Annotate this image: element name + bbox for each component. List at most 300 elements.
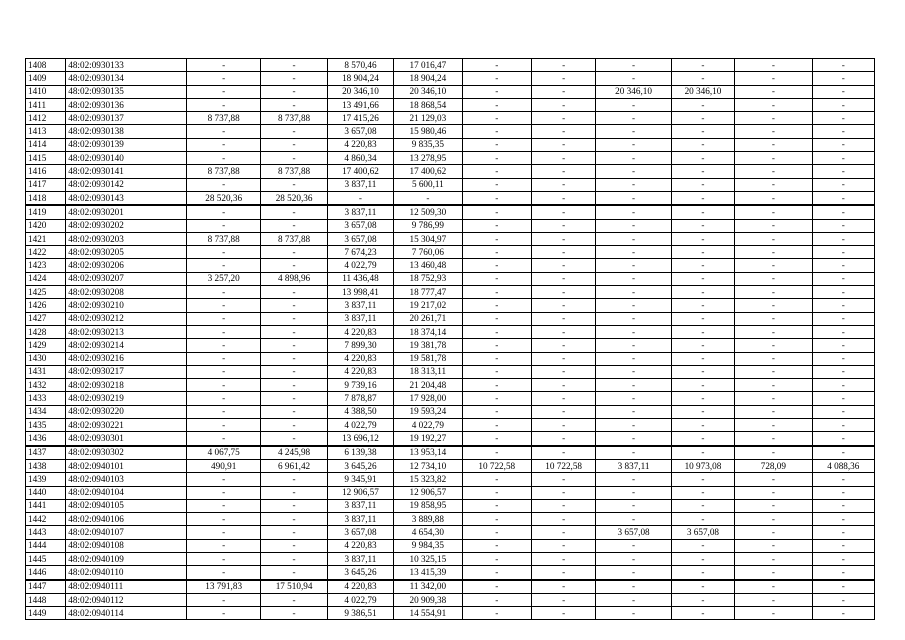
table-row: [26, 607, 875, 620]
value-cell: -: [462, 379, 531, 392]
value-cell: -: [186, 432, 260, 446]
value-cell: -: [531, 246, 595, 259]
value-cell: -: [671, 312, 734, 325]
table-row: [26, 112, 875, 125]
table-row: [26, 526, 875, 539]
value-cell: -: [261, 499, 327, 512]
value-cell: -: [735, 125, 812, 138]
value-cell: -: [186, 339, 260, 352]
value-cell: -: [735, 312, 812, 325]
table-row: [26, 379, 875, 392]
value-cell: -: [671, 191, 734, 205]
value-cell: 28 520,36: [261, 191, 327, 205]
value-cell: -: [531, 526, 595, 539]
value-cell: 20 346,10: [327, 85, 393, 98]
value-cell: 4 088,36: [812, 459, 874, 472]
value-cell: -: [531, 499, 595, 512]
row-number-cell: 1447: [26, 580, 66, 594]
value-cell: -: [186, 526, 260, 539]
value-cell: -: [812, 165, 874, 178]
row-number-cell: 1417: [26, 178, 66, 191]
value-cell: -: [735, 191, 812, 205]
value-cell: -: [812, 580, 874, 594]
row-number-cell: 1449: [26, 607, 66, 620]
value-cell: 15 323,82: [394, 473, 462, 486]
value-cell: -: [261, 246, 327, 259]
cadastral-number-cell: 48:02:0930205: [66, 246, 187, 259]
value-cell: 4 654,30: [394, 526, 462, 539]
value-cell: -: [596, 246, 671, 259]
value-cell: 13 460,48: [394, 259, 462, 272]
value-cell: -: [812, 85, 874, 98]
value-cell: -: [186, 419, 260, 432]
row-number-cell: 1431: [26, 365, 66, 378]
value-cell: -: [327, 191, 393, 205]
value-cell: 13 953,14: [394, 446, 462, 460]
value-cell: -: [596, 580, 671, 594]
value-cell: -: [261, 59, 327, 72]
value-cell: -: [261, 552, 327, 565]
value-cell: -: [596, 205, 671, 219]
value-cell: 17 400,62: [394, 165, 462, 178]
value-cell: 3 837,11: [327, 513, 393, 526]
value-cell: -: [186, 552, 260, 565]
cadastral-number-cell: 48:02:0930207: [66, 272, 187, 285]
value-cell: -: [812, 152, 874, 165]
value-cell: -: [671, 325, 734, 338]
value-cell: -: [462, 580, 531, 594]
value-cell: -: [462, 178, 531, 191]
value-cell: 10 325,15: [394, 552, 462, 565]
value-cell: 3 837,11: [596, 459, 671, 472]
value-cell: -: [261, 205, 327, 219]
cadastral-number-cell: 48:02:0930301: [66, 432, 187, 446]
value-cell: -: [186, 593, 260, 606]
value-cell: 3 837,11: [327, 552, 393, 565]
table-row: [26, 432, 875, 446]
cadastral-number-cell: 48:02:0930212: [66, 312, 187, 325]
value-cell: 13 998,41: [327, 286, 393, 299]
table-row: [26, 419, 875, 432]
value-cell: -: [812, 191, 874, 205]
value-cell: -: [671, 607, 734, 620]
value-cell: -: [735, 59, 812, 72]
table-row: [26, 499, 875, 512]
value-cell: -: [671, 419, 734, 432]
table-row: [26, 191, 875, 205]
row-number-cell: 1426: [26, 299, 66, 312]
value-cell: -: [186, 85, 260, 98]
value-cell: 21 129,03: [394, 112, 462, 125]
value-cell: 18 374,14: [394, 325, 462, 338]
value-cell: -: [812, 72, 874, 85]
value-cell: -: [462, 486, 531, 499]
value-cell: -: [596, 191, 671, 205]
value-cell: -: [735, 405, 812, 418]
value-cell: 9 984,35: [394, 539, 462, 552]
value-cell: 20 346,10: [394, 85, 462, 98]
value-cell: -: [531, 325, 595, 338]
value-cell: -: [186, 246, 260, 259]
value-cell: -: [261, 526, 327, 539]
row-number-cell: 1411: [26, 98, 66, 111]
value-cell: -: [261, 299, 327, 312]
value-cell: -: [462, 72, 531, 85]
table-row: [26, 259, 875, 272]
value-cell: -: [671, 392, 734, 405]
value-cell: -: [186, 72, 260, 85]
value-cell: -: [186, 219, 260, 232]
value-cell: -: [596, 539, 671, 552]
value-cell: -: [812, 539, 874, 552]
value-cell: -: [462, 272, 531, 285]
row-number-cell: 1421: [26, 232, 66, 245]
value-cell: 5 600,11: [394, 178, 462, 191]
cadastral-number-cell: 48:02:0930216: [66, 352, 187, 365]
value-cell: -: [462, 299, 531, 312]
row-number-cell: 1434: [26, 405, 66, 418]
value-cell: -: [186, 365, 260, 378]
value-cell: 11 342,00: [394, 580, 462, 594]
value-cell: -: [596, 138, 671, 151]
value-cell: -: [394, 191, 462, 205]
value-cell: -: [671, 446, 734, 460]
value-cell: -: [671, 365, 734, 378]
value-cell: -: [671, 539, 734, 552]
value-cell: -: [735, 419, 812, 432]
value-cell: 8 737,88: [261, 165, 327, 178]
row-number-cell: 1415: [26, 152, 66, 165]
value-cell: -: [812, 138, 874, 151]
value-cell: -: [671, 299, 734, 312]
cadastral-number-cell: 48:02:0930135: [66, 85, 187, 98]
value-cell: 13 791,83: [186, 580, 260, 594]
value-cell: -: [186, 299, 260, 312]
value-cell: 8 570,46: [327, 59, 393, 72]
value-cell: 4 022,79: [327, 259, 393, 272]
value-cell: -: [812, 112, 874, 125]
value-cell: 7 674,23: [327, 246, 393, 259]
value-cell: -: [735, 339, 812, 352]
value-cell: 3 837,11: [327, 205, 393, 219]
value-cell: -: [531, 152, 595, 165]
value-cell: 13 415,39: [394, 566, 462, 580]
value-cell: -: [671, 246, 734, 259]
value-cell: 8 737,88: [186, 165, 260, 178]
row-number-cell: 1416: [26, 165, 66, 178]
row-number-cell: 1448: [26, 593, 66, 606]
value-cell: -: [462, 286, 531, 299]
value-cell: 20 909,38: [394, 593, 462, 606]
table-row: [26, 486, 875, 499]
value-cell: -: [596, 486, 671, 499]
value-cell: -: [596, 165, 671, 178]
value-cell: -: [596, 299, 671, 312]
value-cell: -: [671, 178, 734, 191]
table-row: [26, 352, 875, 365]
value-cell: 4 220,83: [327, 539, 393, 552]
value-cell: -: [671, 138, 734, 151]
value-cell: -: [462, 539, 531, 552]
table-row: [26, 85, 875, 98]
value-cell: 9 386,51: [327, 607, 393, 620]
value-cell: -: [671, 593, 734, 606]
cadastral-number-cell: 48:02:0930214: [66, 339, 187, 352]
value-cell: 19 192,27: [394, 432, 462, 446]
value-cell: -: [261, 98, 327, 111]
value-cell: -: [261, 486, 327, 499]
value-cell: -: [462, 552, 531, 565]
value-cell: 3 657,08: [327, 125, 393, 138]
value-cell: -: [812, 312, 874, 325]
value-cell: -: [186, 325, 260, 338]
table-row: [26, 59, 875, 72]
row-number-cell: 1428: [26, 325, 66, 338]
value-cell: -: [812, 405, 874, 418]
value-cell: -: [596, 312, 671, 325]
table-row: [26, 405, 875, 418]
cadastral-number-cell: 48:02:0940114: [66, 607, 187, 620]
value-cell: -: [671, 352, 734, 365]
value-cell: -: [671, 125, 734, 138]
value-cell: -: [462, 259, 531, 272]
value-cell: -: [531, 72, 595, 85]
value-cell: -: [531, 607, 595, 620]
value-cell: -: [596, 607, 671, 620]
table-row: [26, 566, 875, 580]
value-cell: -: [531, 365, 595, 378]
value-cell: 18 777,47: [394, 286, 462, 299]
value-cell: -: [596, 152, 671, 165]
value-cell: 9 786,99: [394, 219, 462, 232]
value-cell: -: [531, 272, 595, 285]
value-cell: -: [261, 352, 327, 365]
value-cell: -: [462, 499, 531, 512]
value-cell: -: [462, 246, 531, 259]
table-row: [26, 246, 875, 259]
value-cell: -: [596, 232, 671, 245]
value-cell: -: [735, 392, 812, 405]
value-cell: -: [261, 607, 327, 620]
value-cell: -: [261, 152, 327, 165]
value-cell: 19 217,02: [394, 299, 462, 312]
value-cell: -: [735, 580, 812, 594]
cadastral-number-cell: 48:02:0940107: [66, 526, 187, 539]
value-cell: 15 980,46: [394, 125, 462, 138]
value-cell: 10 722,58: [531, 459, 595, 472]
value-cell: -: [812, 325, 874, 338]
value-cell: -: [462, 125, 531, 138]
row-number-cell: 1409: [26, 72, 66, 85]
value-cell: -: [596, 59, 671, 72]
value-cell: -: [186, 566, 260, 580]
value-cell: -: [462, 339, 531, 352]
value-cell: 4 245,98: [261, 446, 327, 460]
value-cell: -: [671, 165, 734, 178]
value-cell: -: [735, 526, 812, 539]
value-cell: -: [462, 566, 531, 580]
value-cell: -: [531, 419, 595, 432]
table-body: [26, 59, 875, 620]
value-cell: -: [462, 152, 531, 165]
table-row: [26, 205, 875, 219]
row-number-cell: 1432: [26, 379, 66, 392]
value-cell: -: [596, 219, 671, 232]
table-row: [26, 178, 875, 191]
value-cell: -: [671, 205, 734, 219]
value-cell: 10 722,58: [462, 459, 531, 472]
value-cell: -: [186, 59, 260, 72]
value-cell: -: [812, 486, 874, 499]
value-cell: -: [735, 152, 812, 165]
row-number-cell: 1410: [26, 85, 66, 98]
value-cell: -: [671, 152, 734, 165]
value-cell: -: [186, 405, 260, 418]
value-cell: -: [462, 112, 531, 125]
value-cell: -: [261, 72, 327, 85]
value-cell: -: [596, 272, 671, 285]
value-cell: -: [462, 526, 531, 539]
value-cell: -: [186, 125, 260, 138]
table-row: [26, 219, 875, 232]
value-cell: 8 737,88: [261, 232, 327, 245]
value-cell: 6 961,42: [261, 459, 327, 472]
value-cell: -: [462, 432, 531, 446]
value-cell: -: [531, 178, 595, 191]
value-cell: -: [812, 566, 874, 580]
value-cell: -: [812, 499, 874, 512]
cadastral-number-cell: 48:02:0930221: [66, 419, 187, 432]
value-cell: -: [261, 365, 327, 378]
cadastral-number-cell: 48:02:0930213: [66, 325, 187, 338]
value-cell: 4 220,83: [327, 580, 393, 594]
row-number-cell: 1435: [26, 419, 66, 432]
value-cell: -: [671, 499, 734, 512]
table-row: [26, 232, 875, 245]
value-cell: -: [812, 339, 874, 352]
value-cell: 3 645,26: [327, 459, 393, 472]
value-cell: 19 593,24: [394, 405, 462, 418]
value-cell: 18 313,11: [394, 365, 462, 378]
value-cell: -: [735, 246, 812, 259]
value-cell: -: [531, 392, 595, 405]
table-row: [26, 312, 875, 325]
value-cell: -: [531, 138, 595, 151]
value-cell: -: [735, 379, 812, 392]
value-cell: 18 868,54: [394, 98, 462, 111]
value-cell: -: [671, 339, 734, 352]
value-cell: 9 739,16: [327, 379, 393, 392]
value-cell: 7 760,06: [394, 246, 462, 259]
value-cell: -: [261, 593, 327, 606]
value-cell: -: [735, 138, 812, 151]
value-cell: -: [735, 499, 812, 512]
value-cell: -: [531, 205, 595, 219]
cadastral-number-cell: 48:02:0930142: [66, 178, 187, 191]
value-cell: -: [531, 552, 595, 565]
value-cell: -: [462, 165, 531, 178]
value-cell: 17 510,94: [261, 580, 327, 594]
value-cell: 7 878,87: [327, 392, 393, 405]
value-cell: -: [812, 178, 874, 191]
value-cell: -: [531, 165, 595, 178]
value-cell: -: [261, 392, 327, 405]
value-cell: -: [596, 593, 671, 606]
value-cell: -: [812, 446, 874, 460]
value-cell: -: [671, 272, 734, 285]
value-cell: -: [462, 325, 531, 338]
value-cell: 17 415,26: [327, 112, 393, 125]
value-cell: -: [531, 312, 595, 325]
value-cell: -: [735, 272, 812, 285]
value-cell: -: [812, 419, 874, 432]
value-cell: 21 204,48: [394, 379, 462, 392]
value-cell: -: [462, 85, 531, 98]
value-cell: -: [671, 259, 734, 272]
value-cell: 4 220,83: [327, 352, 393, 365]
value-cell: 3 645,26: [327, 566, 393, 580]
value-cell: -: [812, 552, 874, 565]
row-number-cell: 1429: [26, 339, 66, 352]
value-cell: -: [735, 178, 812, 191]
value-cell: -: [261, 85, 327, 98]
value-cell: -: [531, 513, 595, 526]
value-cell: -: [671, 72, 734, 85]
value-cell: 13 278,95: [394, 152, 462, 165]
value-cell: -: [186, 352, 260, 365]
table-row: [26, 513, 875, 526]
table-row: [26, 552, 875, 565]
value-cell: -: [261, 286, 327, 299]
value-cell: -: [462, 138, 531, 151]
value-cell: -: [735, 299, 812, 312]
cadastral-number-cell: 48:02:0930302: [66, 446, 187, 460]
value-cell: -: [735, 259, 812, 272]
row-number-cell: 1425: [26, 286, 66, 299]
value-cell: -: [261, 539, 327, 552]
value-cell: -: [261, 419, 327, 432]
cadastral-number-cell: 48:02:0930219: [66, 392, 187, 405]
value-cell: 9 345,91: [327, 473, 393, 486]
value-cell: -: [671, 379, 734, 392]
value-cell: -: [596, 325, 671, 338]
cadastral-number-cell: 48:02:0940106: [66, 513, 187, 526]
value-cell: 12 509,30: [394, 205, 462, 219]
table-row: [26, 98, 875, 111]
value-cell: 3 257,20: [186, 272, 260, 285]
value-cell: -: [671, 566, 734, 580]
value-cell: -: [735, 325, 812, 338]
value-cell: -: [735, 85, 812, 98]
row-number-cell: 1440: [26, 486, 66, 499]
row-number-cell: 1444: [26, 539, 66, 552]
value-cell: -: [596, 499, 671, 512]
value-cell: -: [735, 232, 812, 245]
value-cell: -: [462, 219, 531, 232]
value-cell: 12 906,57: [327, 486, 393, 499]
value-cell: -: [531, 580, 595, 594]
value-cell: -: [531, 219, 595, 232]
value-cell: -: [186, 286, 260, 299]
value-cell: -: [596, 552, 671, 565]
value-cell: -: [735, 165, 812, 178]
value-cell: 3 837,11: [327, 312, 393, 325]
table-row: [26, 392, 875, 405]
value-cell: -: [261, 379, 327, 392]
value-cell: -: [261, 473, 327, 486]
value-cell: -: [261, 325, 327, 338]
value-cell: -: [596, 125, 671, 138]
